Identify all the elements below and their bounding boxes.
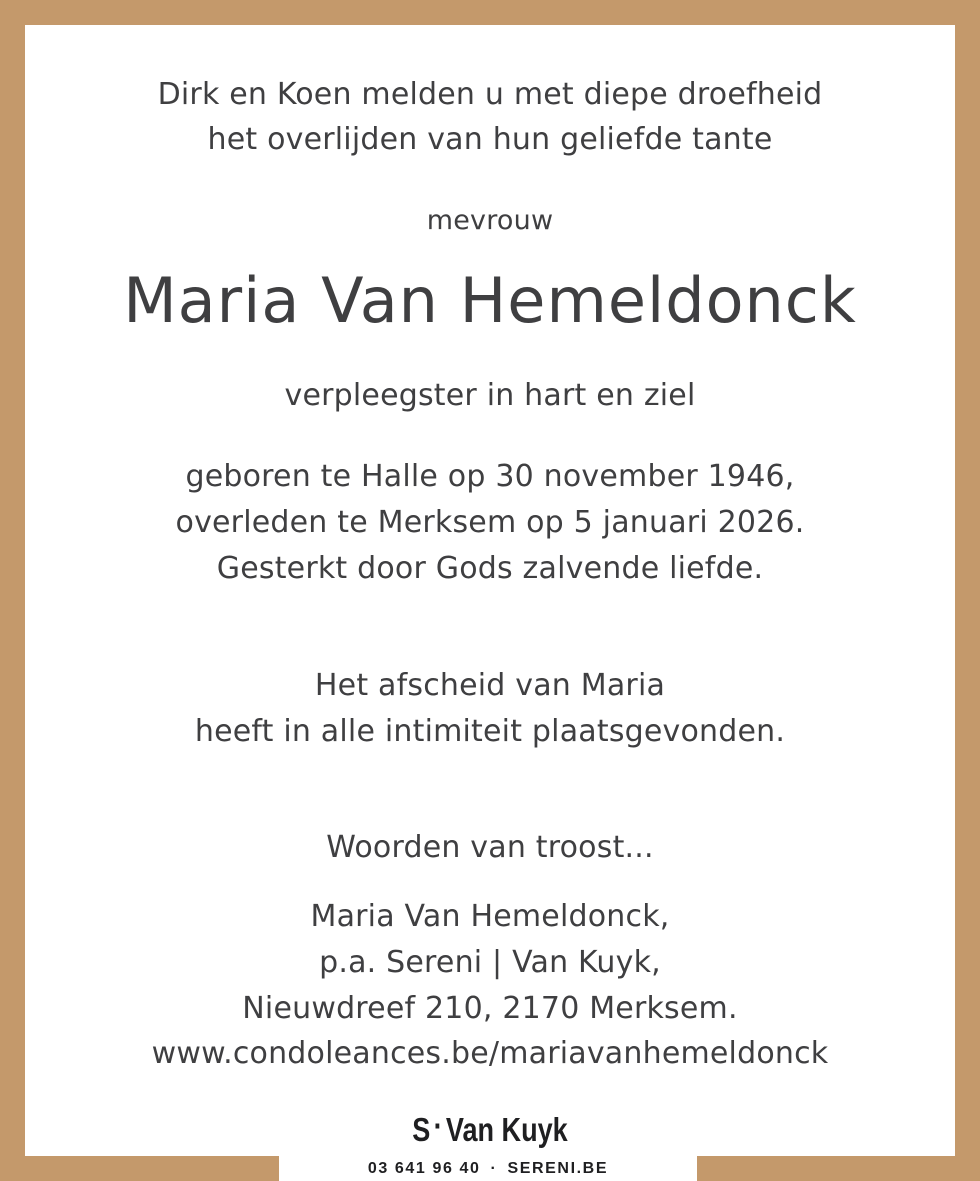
faith-line: Gesterkt door Gods zalvende liefde. <box>216 551 764 586</box>
website-link[interactable]: SERENI.BE <box>507 1160 609 1177</box>
deceased-name: Maria Van Hemeldonck <box>123 264 857 337</box>
farewell-line-2: heeft in alle intimiteit plaatsgevonden. <box>194 714 786 749</box>
condolence-name: Maria Van Hemeldonck, <box>310 899 670 934</box>
intro-line-1: Dirk en Koen melden u met diepe droefheid <box>157 77 823 112</box>
birth-line: geboren te Halle op 30 november 1946, <box>185 459 795 494</box>
logo-dot: · <box>433 1107 443 1144</box>
farewell-line-1: Het afscheid van Maria <box>314 668 666 703</box>
footer-contact <box>279 1158 697 1180</box>
death-line: overleden te Merksem op 5 januari 2026. <box>175 505 805 540</box>
funeral-home-logo <box>88 1107 892 1150</box>
condolence-url[interactable]: www.condoleances.be/mariavanhemeldonck <box>151 1036 829 1071</box>
phone-number[interactable]: 03 641 96 40 <box>367 1160 481 1177</box>
logo-letter: S <box>412 1111 431 1148</box>
frame-bottom-right <box>697 1156 980 1181</box>
frame-bottom-left <box>0 1156 279 1181</box>
footer-separator: · <box>490 1160 498 1177</box>
condolence-heading: Woorden van troost... <box>326 830 654 865</box>
intro-line-2: het overlijden van hun geliefde tante <box>207 122 773 157</box>
condolence-address: Nieuwdreef 210, 2170 Merksem. <box>242 991 738 1026</box>
salutation: mevrouw <box>426 205 554 236</box>
tagline: verpleegster in hart en ziel <box>284 378 696 413</box>
condolence-care-of: p.a. Sereni | Van Kuyk, <box>319 945 661 980</box>
logo-name: Van Kuyk <box>445 1111 568 1148</box>
